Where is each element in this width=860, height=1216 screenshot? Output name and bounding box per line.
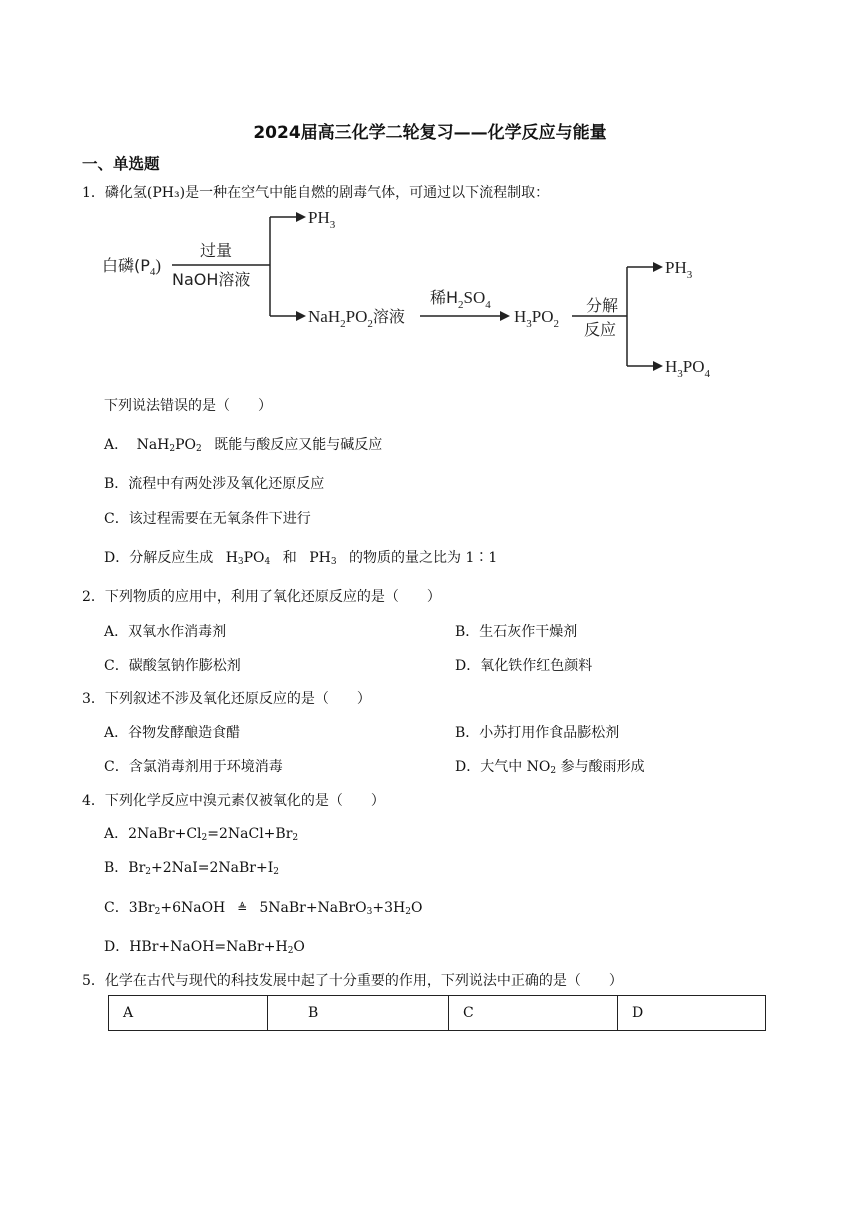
q2-stem: 2．下列物质的应用中，利用了氧化还原反应的是（ ） [82, 589, 441, 605]
q2-option-c[interactable]: C．碳酸氢钠作膨松剂 [104, 658, 241, 674]
diag-mid: $NaH_2PO_2$溶液 [308, 307, 405, 330]
q5-cell-a: A [109, 996, 268, 1031]
q3-option-d[interactable]: D．大气中 $NO_2$ 参与酸雨形成 [455, 759, 645, 776]
q5-cell-d: D [618, 996, 766, 1031]
q4-option-a[interactable]: A．$2NaBr+Cl_2=2NaCl+Br_2$ [104, 826, 299, 843]
q5-stem: 5．化学在古代与现代的科技发展中起了十分重要的作用，下列说法中正确的是（ ） [82, 973, 623, 989]
q2-option-a[interactable]: A．双氧水作消毒剂 [104, 624, 227, 640]
q3-option-a[interactable]: A．谷物发酵酿造食醋 [104, 725, 241, 741]
q5-table [108, 995, 766, 1031]
diag-out1: $PH_3$ [665, 258, 693, 281]
q1-option-d[interactable]: D．分解反应生成 $H_3PO_4$ 和 $PH_3$ 的物质的量之比为 1∶1 [104, 550, 498, 567]
q1-prompt: 下列说法错误的是（ ） [104, 398, 272, 414]
q3-stem: 3．下列叙述不涉及氧化还原反应的是（ ） [82, 691, 371, 707]
q5-cell-b: B [268, 996, 449, 1031]
diag-decomp-bottom: 反应 [584, 320, 617, 339]
page-title: 2024届高三化学二轮复习——化学反应与能量 [253, 123, 607, 143]
section-heading: 一、单选题 [82, 155, 160, 173]
diag-decomp-top: 分解 [586, 296, 619, 315]
q4-stem: 4．下列化学反应中溴元素仅被氧化的是（ ） [82, 793, 385, 809]
q5-cell-c: C [449, 996, 618, 1031]
diag-start: 白磷$(P_4)$ [102, 256, 162, 278]
q1-stem: 1．磷化氢(PH₃)是一种在空气中能自燃的剧毒气体，可通过以下流程制取： [82, 185, 550, 201]
diag-cond-bottom: NaOH溶液 [172, 270, 251, 289]
diag-acid: 稀$H_2SO_4$ [430, 288, 491, 311]
q1-option-b[interactable]: B．流程中有两处涉及氧化还原反应 [104, 476, 325, 492]
q4-option-c[interactable]: C．$3Br_2+6NaOH$ ≜ $5NaBr+NaBrO_3+3H_2O$ [104, 900, 423, 917]
diag-out2: $H_3PO_4$ [665, 357, 711, 380]
q2-option-d[interactable]: D．氧化铁作红色颜料 [455, 658, 593, 674]
q3-option-b[interactable]: B．小苏打用作食品膨松剂 [455, 725, 620, 741]
diag-h3po2: $H_3PO_2$ [514, 307, 560, 330]
q1-flow-diagram [100, 203, 740, 383]
q3-option-c[interactable]: C．含氯消毒剂用于环境消毒 [104, 759, 283, 775]
table-row [109, 996, 766, 1031]
q4-option-d[interactable]: D．$HBr+NaOH=NaBr+H_2O$ [104, 939, 305, 956]
diag-branch-top: $PH_3$ [308, 208, 336, 231]
q4-option-b[interactable]: B．$Br_2+2NaI=2NaBr+I_2$ [104, 860, 279, 877]
heat-arrow-symbol: ≜ [237, 901, 248, 915]
q1-option-c[interactable]: C．该过程需要在无氧条件下进行 [104, 511, 311, 527]
q1-option-a[interactable]: A． $NaH_2PO_2$ 既能与酸反应又能与碱反应 [104, 437, 383, 454]
diag-cond-top: 过量 [200, 241, 233, 260]
q2-option-b[interactable]: B．生石灰作干燥剂 [455, 624, 578, 640]
